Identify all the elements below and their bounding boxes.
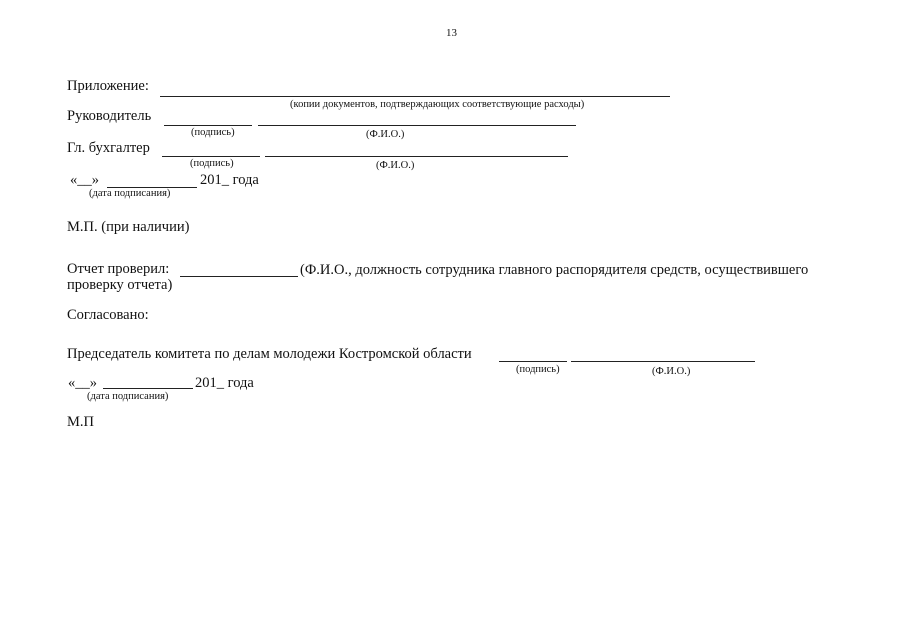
agreed-label: Согласовано:	[67, 307, 149, 323]
stamp1: М.П. (при наличии)	[67, 219, 190, 235]
head-label: Руководитель	[67, 108, 152, 124]
attachment-line	[160, 96, 670, 97]
chairman-sign-line	[499, 361, 567, 362]
page-number: 13	[446, 27, 457, 39]
stamp2: М.П	[67, 414, 94, 430]
chairman-label: Председатель комитета по делам молодежи Костромской области	[67, 346, 472, 362]
date2-hint: (дата подписания)	[87, 391, 169, 402]
checked-rest-line2: проверку отчета)	[67, 277, 173, 293]
accountant-label: Гл. бухгалтер	[67, 140, 150, 156]
date2-quote: «__»	[68, 375, 97, 391]
chairman-name-hint: (Ф.И.О.)	[652, 366, 691, 377]
head-name-hint: (Ф.И.О.)	[366, 129, 405, 140]
head-sign-line	[164, 125, 252, 126]
head-name-line	[258, 125, 576, 126]
chairman-name-line	[571, 361, 755, 362]
accountant-sign-line	[162, 156, 260, 157]
checked-label: Отчет проверил:	[67, 261, 170, 277]
date2-line	[103, 388, 193, 389]
accountant-name-line	[265, 156, 568, 157]
accountant-sign-hint: (подпись)	[190, 158, 234, 169]
date1-hint: (дата подписания)	[89, 188, 171, 199]
attachment-label: Приложение:	[67, 78, 149, 94]
attachment-hint: (копии документов, подтверждающих соответствующие расходы)	[290, 99, 585, 110]
head-sign-hint: (подпись)	[191, 127, 235, 138]
accountant-name-hint: (Ф.И.О.)	[376, 160, 415, 171]
chairman-sign-hint: (подпись)	[516, 364, 560, 375]
date2-year: 201_ года	[195, 375, 254, 391]
checked-line	[180, 276, 298, 277]
date1-quote: «__»	[70, 172, 99, 188]
date1-year: 201_ года	[200, 172, 259, 188]
checked-rest-line1: (Ф.И.О., должность сотрудника главного распорядителя средств, осуществившего	[300, 262, 809, 278]
